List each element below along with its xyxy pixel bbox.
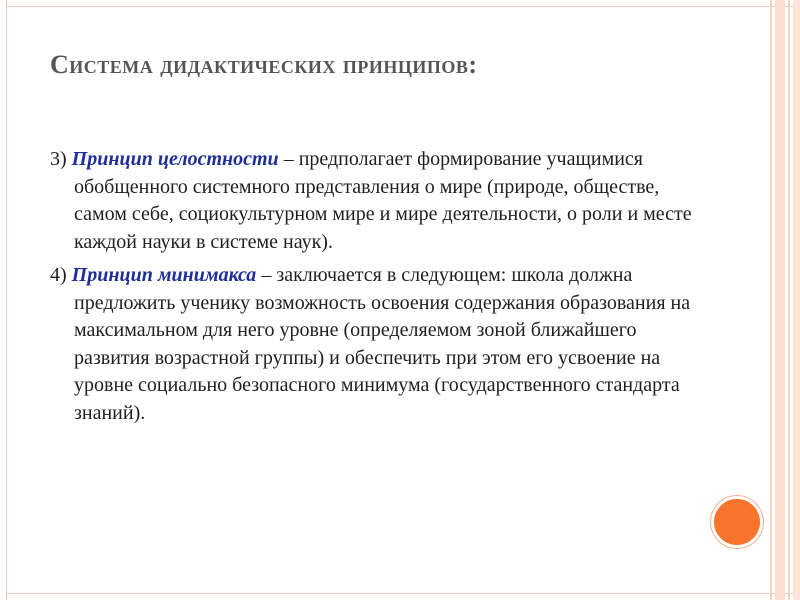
decorative-stripe: [770, 0, 772, 600]
principle-term: Принцип целостности: [71, 148, 279, 170]
principle-term: Принцип минимакса: [71, 264, 257, 286]
principle-text: – предполагает формирование учащимися обобщенного системного представления о мире (природе, обществе, самом себе, социокультурном мире и мире деятельности, о роли и месте каждой науки в системе наук).: [74, 148, 692, 253]
slide-body: [50, 146, 700, 433]
principle-paragraph: [50, 262, 700, 427]
frame-top-line: [6, 6, 800, 7]
decorative-stripe: [793, 0, 800, 600]
decorative-stripe: [775, 0, 785, 600]
principle-paragraph: [50, 146, 700, 256]
frame-bottom-line: [6, 593, 800, 594]
decorative-circle: [711, 496, 763, 548]
principle-number: 3): [50, 148, 67, 170]
frame-left-line: [6, 0, 7, 600]
principle-text: – заключается в следующем: школа должна предложить ученику возможность освоения содержания образования на максимальном для него уровне (определяемом зоной ближайшего развития возрастной группы) и обеспечить при этом его усвоение на уровне социально безопасного минимума (государственного стандарта знаний).: [74, 264, 691, 424]
decorative-stripe: [788, 0, 790, 600]
slide-title: Система дидактических принципов:: [50, 50, 478, 79]
principle-number: 4): [50, 264, 67, 286]
